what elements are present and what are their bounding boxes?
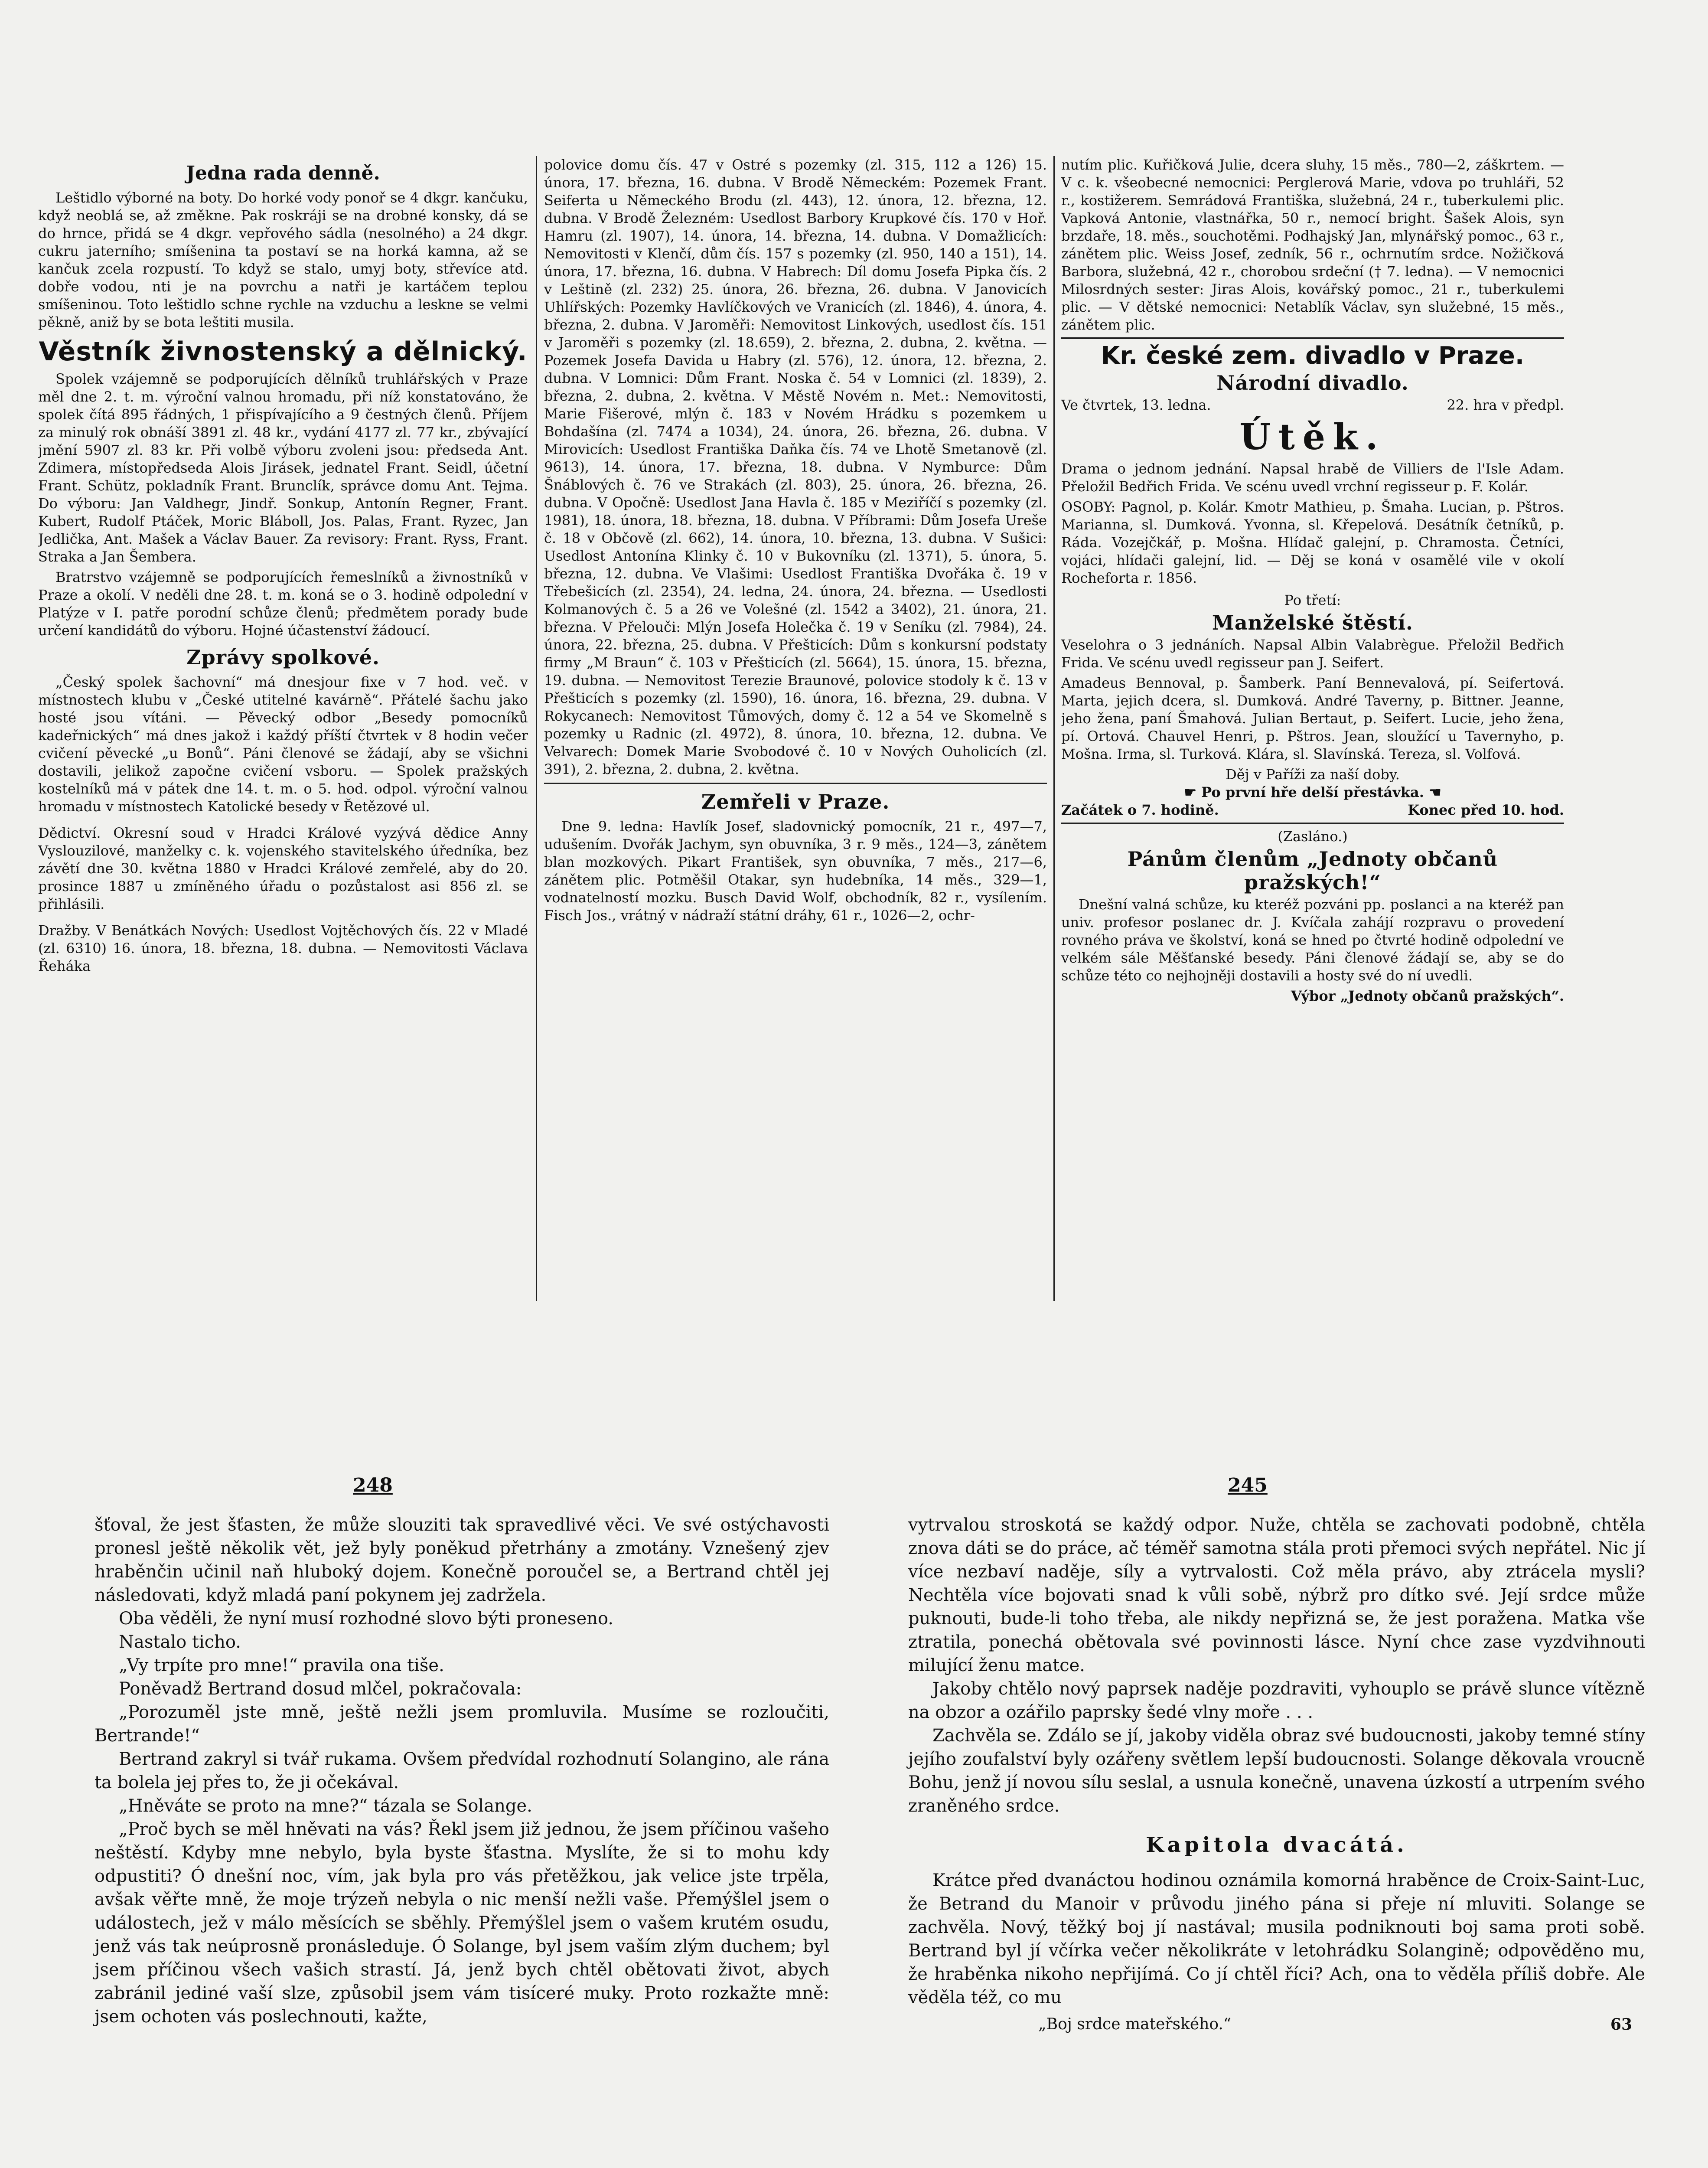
play-description: Drama o jednom jednání. Napsal hrabě de Villiers de l'Isle Adam. Přeložil Bedřich Frida. Ve scénu uvedl vrchní regisseur p. F. Kolár. <box>1061 460 1564 495</box>
footer-title: „Boj srdce mateřského.“ <box>1038 2015 1232 2033</box>
novel-paragraph: Poněvadž Bertrand dosud mlčel, pokračovala: <box>119 1679 522 1699</box>
daily-tip-text: Leštidlo výborné na boty. Do horké vody ponoř se 4 dkgr. kančuku, když neoblá se, až změkne. Pak roskráji se na drobné konsky, dá se do hrnce, přidá se 4 dkgr. vepřového sádla (nesolného) a 24 dkgr. cukru jaterního; smíšenina ta postaví se na horká kamna, až se kančuk zcela rozpustí. To když se stalo, umyj boty, střevíce atd. dobře vodou, nti je na povrchu a natři je kartáčem teplou smíšeninou. Toto leštidlo schne rychle na vzduchu a leskne se velmi pěkně, aniž by se bota leštiti musila. <box>38 189 528 330</box>
top-column-2 <box>544 156 1047 1301</box>
footer-sheet-number: 63 <box>1610 2015 1632 2034</box>
novel-paragraph: Krátce před dvanáctou hodinou oznámila komorná hraběnce de Croix-Saint-Luc, že Betrand du Manoir v průvodu jiného pána si přeje ní mluviti. Solange se zachvěla. Nový, těžký boj jí nastával; musila podniknouti boj sama proti sobě. Bertrand byl jí včírka večer několikráte v letohrádku Solangině; odpověděno mu, že hraběnka nikoho nepřijímá. Co jí chtěl říci? Ach, ona to věděla příliš dobře. Ale věděla též, co mu <box>908 1871 1645 2008</box>
novel-paragraph: vytrvalou stroskotá se každý odpor. Nuže, chtěla se zachovati podobně, chtěla znova dáti se do práce, ač téměř samotna stála proti přemoci svých nepřátel. Nic jí více nezbaví naděje, síly a vytrvalosti. Což měla právo, aby ztrácela mysli? Nechtěla více bojovati snad k vůli sobě, nýbrž pro dítko své. Její srdce může puknouti, bude-li toho třeba, ale nikdy nepřizná se, že jest poražena. Matka vše ztratila, ponechá obětovala své povinnosti lásce. Nyní chce zase vyzdvihnouti milující ženu matce. <box>908 1515 1645 1675</box>
novel-page-left <box>95 1513 829 2168</box>
section-rule <box>544 783 1047 784</box>
third-play-description: Veselohra o 3 jednáních. Napsal Albin Valabrègue. Přeložil Bedřich Frida. Ve scénu uvedl regisseur pan J. Seifert. <box>1061 637 1564 671</box>
inheritance-notice: Dědictví. Okresní soud v Hradci Králové vyzývá dědice Anny Vyslouzilové, manželky c. k. vojenského stavitelského úředníka, bez závětí dne 30. května 1880 v Hradci Králové zemřelé, aby do 20. prosince 1887 u zmíněného úřadu o pozůstalost asi 856 zl. se přihlásili. <box>38 825 528 912</box>
novel-paragraph: Jakoby chtělo nový paprsek naděje pozdraviti, vyhouplo se právě slunce vítězně na obzor a ozářilo paprsky šedé vlny moře . . . <box>908 1679 1645 1722</box>
third-play-cast: Amadeus Bennoval, p. Šamberk. Paní Bennevalová, pí. Seifertová. Marta, jejich dcera, sl. Dumková. André Taverny, p. Bittner. Jeanne, jeho žena, paní Šmahová. Julian Bertaut, p. Seifert. Lucie, jeho žena, pí. Ortová. Chauvel Henri, p. Pštros. Jean, sloužící u Tavernyho, p. Mošna. Irma, sl. Turková. Klára, sl. Slavínská. Tereza, sl. Volfová. <box>1061 675 1564 762</box>
novel-paragraph: šťoval, že jest šťasten, že může slouziti tak spravedlivé věci. Ve své ostýchavosti pronesl ještě několik vět, jež byly poněkud přetrhány a zmotány. Vznešený zjev hraběnčin učinil naň hluboký dojem. Konečně poroučel se, a Bertrand chtěl jej následovati, když mladá paní pokynem jej zadržela. <box>95 1515 829 1605</box>
novel-page-right <box>908 1513 1645 2168</box>
submitted-label: (Zasláno.) <box>1278 828 1348 845</box>
third-play-title: Manželské štěstí. <box>1212 611 1414 634</box>
citizens-union-text: Dnešní valná schůze, ku kteréž pozváni pp. poslanci a na kteréž pan univ. profesor poslanec dr. J. Kvíčala zahájí rozpravu o provedení rovného práva ve školství, koná se hned po čtvrté hodině odpolední ve velkém sále Měšťanské besedy. Páni členové žádají se, aby se do schůze této co nejhojněji dostavili a hosty své do ní uvedli. <box>1061 896 1564 984</box>
top-column-1 <box>38 156 528 1301</box>
chapter-heading: Kapitola dvacátá. <box>1146 1833 1408 1857</box>
deaths-text: Dne 9. ledna: Havlík Josef, sladovnický pomocník, 21 r., 497—7, udušením. Dvořák Jachym, syn obuvníka, 3 r. 9 měs., 124—3, zánětem blan mozkových. Pikart František, syn obuvníka, 7 měs., 217—6, zánětem plic. Potměšil Otakar, syn hudebníka, 14 měs., 329—1, vodnatelností mozku. Busch David Wolf, obchodník, 82 r., vysílením. Fisch Jos., vrátný v nádraží státní dráhy, 61 r., 1026—2, ochr- <box>544 818 1047 924</box>
third-play-label: Po třetí: <box>1284 592 1341 608</box>
column-divider <box>536 156 537 1301</box>
novel-paragraph: Zachvěla se. Zdálo se jí, jakoby viděla obraz své budoucnosti, jakoby temné stíny jejího zoufalství byly ozářeny světlem lepší budoucnosti. Solange děkovala vroucně Bohu, jenž jí novou sílu seslal, a usnula konečně, unavena úzkostí a utrpením svého zraněného srdce. <box>908 1726 1645 1816</box>
citizens-union-header: Pánům členům „Jednoty občanů pražských!“ <box>1127 847 1498 894</box>
trade-bulletin-paragraph: Spolek vzájemně se podporujících dělníků truhlářských v Praze měl dne 2. t. m. výroční valnou hromadu, při níž konstatováno, že spolek čítá 895 řádných, 1 přispívajícího a 9 čestných členů. Příjem za minulý rok obnáší 3891 zl. 48 kr., vydání 4177 zl. 77 kr., zbývající jmění 5907 zl. 83 kr. Při volbě výboru zvoleni jsou: předseda Ant. Zdimera, místopředseda Alois Jirásek, jednatel Frant. Seidl, účetní Frant. Schütz, pokladník Frant. Brunclík, správce domu Ant. Tejma. Do výboru: Jan Valdhegr, Jindř. Sonkup, Antonín Regner, Frant. Kubert, Rudolf Ptáček, Moric Bláboll, Jos. Palas, Frant. Ryzec, Jan Jedlička, Ant. Mašek a Václav Bauer. Za revisory: Frant. Ryss, Frant. Straka a Jan Šembera. <box>38 371 528 565</box>
showtime-row <box>1061 801 1564 819</box>
citizens-union-signature: Výbor „Jednoty občanů pražských“. <box>1291 988 1564 1004</box>
play-title: Útěk. <box>1239 416 1386 458</box>
page-footer <box>908 2013 1645 2036</box>
deaths-continued: nutím plic. Kuřičková Julie, dcera sluhy, 15 měs., 780—2, záškrtem. — V c. k. všeobecné nemocnici: Perglerová Marie, vdova po truhláři, 52 r., kostižerem. Semrádová Františka, služebná, 24 r., tuberkulemi plic. Vapková Antonie, vlastnářka, 50 r., nemocí bright. Šašek Alois, syn brzdaře, 18. měs., souchotěmi. Podhajský Jan, mlynářský pomoc., 63 r., zánětem plic. Weiss Josef, zedník, 56 r., ochrnutím srdce. Nožičková Barbora, služebná, 42 r., chorobou srdeční († 7. ledna). — V nemocnici Milosrdných sester: Jiras Alois, kovářský pomoc., 21 r., tuberkulemi plic. — V dětské nemocnici: Netablík Václav, syn služebné, 15 měs., zánětem plic. <box>1061 157 1564 333</box>
auctions-notice: Dražby. V Benátkách Nových: Usedlost Vojtěchových čís. 22 v Mladé (zl. 6310) 16. února, 18. března, 18. dubna. — Nemovitosti Václava Řeháka <box>38 922 528 974</box>
auctions-continued: polovice domu čís. 47 v Ostré s pozemky (zl. 315, 112 a 126) 15. února, 17. března, 16. dubna. V Brodě Německém: Pozemek Frant. Seiferta u Německého Brodu (zl. 443), 12. února, 12. března, 12. dubna. V Brodě Železném: Usedlost Barbory Krupkové čís. 170 v Hoř. Hamru (zl. 1907), 14. února, 14. března, 14. dubna. V Domažlicích: Nemovitosti v Klenčí, dům čís. 157 s pozemky (zl. 950, 140 a 151), 14. února, 17. března, 16. dubna. V Habrech: Díl domu Josefa Pipka čís. 2 v Leštině (zl. 232) 25. února, 26. března, 26. dubna. V Janovicích Uhlířských: Pozemky Havlíčkových ve Vranicích (zl. 1846), 4. února, 4. března, 2. dubna. V Jaroměři: Nemovitost Linkových, usedlost čís. 151 v Jaroměři s pozemky (zl. 18.659), 2. března, 2. dubna, 2. května. — Pozemek Josefa Davida u Habry (zl. 576), 12. února, 12. března, 2. dubna. V Lomnici: Dům Frant. Noska č. 54 v Lomnici (zl. 1839), 2. března, 2. dubna, 2. května. V Městě Novém n. Met.: Nemovitosti, Marie Fišerové, mlýn č. 183 v Novém Hrádku s pozemkem u Bohdašína (zl. 7474 a 1034), 24. února, 26. března, 26. dubna. V Mirovicích: Usedlost Františka Daňka čís. 74 ve Lhotě Smetanově (zl. 9613), 14. února, 17. března, 18. dubna. V Nymburce: Dům Šnáblových č. 76 ve Strakách (zl. 803), 25. února, 26. března, 26. dubna. V Opočně: Usedlost Jana Havla č. 185 v Meziříčí s pozemky (zl. 1981), 18. února, 18. března, 18. dubna. V Příbrami: Dům Josefa Ureše č. 18 v Občově (zl. 662), 14. února, 10. března, 13. dubna. V Sušici: Usedlost Antonína Klinky č. 10 v Bukovníku (zl. 1371), 5. února, 5. března, 12. dubna. Ve Vlašimi: Usedlost Františka Dvořáka č. 19 v Třebešicích (zl. 2354), 24. ledna, 24. února, 24. března. — Usedlosti Kolmanových č. 5 a 26 ve Volešné (zl. 1542 a 3402), 21. února, 21. března. V Přelouči: Mlýn Josefa Holečka č. 19 v Seníku (zl. 7984), 24. února, 22. března, 25. dubna. V Přešticích: Dům s konkursní podstaty firmy „M Braun“ č. 103 v Přešticích (zl. 5664), 15. února, 15. března, 19. dubna. — Nemovitost Terezie Braunové, polovice stodoly k č. 13 v Přešticích s pozemky (zl. 1590), 16. února, 16. března, 29. dubna. V Rokycanech: Nemovitost Tůmových, domy č. 12 a 54 ve Skomelně s pozemky u Radnic (zl. 4972), 8. února, 10. března, 12. dubna. Ve Velvarech: Domek Marie Svobodové č. 10 v Nových Ouholicích (zl. 391), 2. března, 2. dubna, 2. května. <box>544 157 1047 777</box>
column-divider <box>1053 156 1055 1301</box>
theatre-name: Národní divadlo. <box>1216 371 1409 395</box>
performance-date: Ve čtvrtek, 13. ledna. <box>1061 397 1211 413</box>
novel-paragraph: „Porozuměl jste mně, ještě nežli jsem promluvila. Musíme se rozloučiti, Bertrande!“ <box>95 1702 829 1746</box>
play-cast: OSOBY: Pagnol, p. Kolár. Kmotr Mathieu, p. Šmaha. Lucian, p. Pštros. Marianna, sl. Dumková. Yvonna, sl. Křepelová. Desátník četníků, p. Ráda. Vozejčkář, p. Mošna. Hlídač galejní, p. Chramosta. Četníci, vojáci, hlídači galejní, lid. — Děj se koná v osamělé vile v okolí Rocheforta r. 1856. <box>1061 499 1564 586</box>
society-news-text: „Český spolek šachovní“ má dnesjour fixe v 7 hod. več. v místnostech klubu v „České utitelné kavárně“. Přátelé šachu jako hosté jsou vítáni. — Pěvecký odbor „Besedy pomocníků kadeřnických“ má dnes jakož i každý příští čtvrtek v 8 hodin večer cvičení pěvecké „u Bonů“. Páni členové se žádají, aby se všichni dostavili, jelikož započne cvičení vsboru. — Spolek pražských kostelníků má v pátek dne 14. t. m. o 5. hod. odpol. výroční valnou hromadu v místnostech Katolické besedy v Řetězové ul. <box>38 674 528 815</box>
novel-paragraph: Bertrand zakryl si tvář rukama. Ovšem předvídal rozhodnutí Solangino, ale rána ta bolela jej přes to, že ji očekával. <box>95 1749 829 1793</box>
top-column-3 <box>1061 156 1564 1301</box>
trade-bulletin-paragraph: Bratrstvo vzájemně se podporujících řemeslníků a živnostníků v Praze a okolí. V neděli dne 28. t. m. koná se o 3. hodině odpolední v Platýze v I. patře porodní schůze členů; předmětem porady bude určení kandidátů do výboru. Hojné účastenství žádoucí. <box>38 569 528 639</box>
section-rule <box>1061 823 1564 824</box>
novel-paragraph: Nastalo ticho. <box>119 1632 241 1652</box>
novel-paragraph: Oba věděli, že nyní musí rozhodné slovo býti proneseno. <box>119 1609 614 1629</box>
play-setting: Děj v Paříži za naší doby. <box>1226 766 1400 783</box>
heading-deaths-prague: Zemřeli v Praze. <box>701 790 890 813</box>
page-number-right: 245 <box>1228 1474 1268 1496</box>
intermission-notice: ☛ Po první hře delší přestávka. ☚ <box>1184 784 1441 800</box>
page-number-left: 248 <box>353 1474 393 1496</box>
heading-society-news: Zprávy spolkové. <box>186 646 380 669</box>
heading-trade-bulletin: Věstník živnostenský a dělnický. <box>39 336 528 367</box>
heading-daily-tip: Jedna rada denně. <box>186 162 380 184</box>
section-rule <box>1061 337 1564 339</box>
start-time: Začátek o 7. hodině. <box>1061 802 1219 818</box>
performance-date-row <box>1061 396 1564 414</box>
novel-paragraph: „Proč bych se měl hněvati na vás? Řekl jsem již jednou, že jsem příčinou vašeho neštěstí. Kdyby mne nebylo, byla byste šťastna. Myslíte, že si to mohu kdy odpustiti? Ó dnešní noc, vím, jak byla pro vás přetěžkou, jak velice jste trpěla, avšak věřte mně, že moje trýzeň nebyla o nic menší nežli vaše. Přemýšlel jsem o událostech, jež v málo měsících se sběhly. Přemýšlel jsem o vašem krutém osudu, jenž vás tak neúprosně pronásleduje. Ó Solange, byl jsem vaším zlým duchem; byl jsem příčinou všech vašich strastí. Já, jenž bych chtěl obětovati život, abych zabránil jediné vaší slze, způsobil jsem vám tisíceré muky. Proto rozkažte mně: jsem ochoten vás poslechnouti, kažte, <box>95 1819 829 2027</box>
theatre-header: Kr. české zem. divadlo v Praze. <box>1101 342 1525 370</box>
subscription-number: 22. hra v předpl. <box>1447 397 1564 413</box>
end-time: Konec před 10. hod. <box>1408 802 1564 818</box>
novel-paragraph: „Hněváte se proto na mne?“ tázala se Solange. <box>119 1796 532 1816</box>
novel-paragraph: „Vy trpíte pro mne!“ pravila ona tiše. <box>119 1655 444 1675</box>
